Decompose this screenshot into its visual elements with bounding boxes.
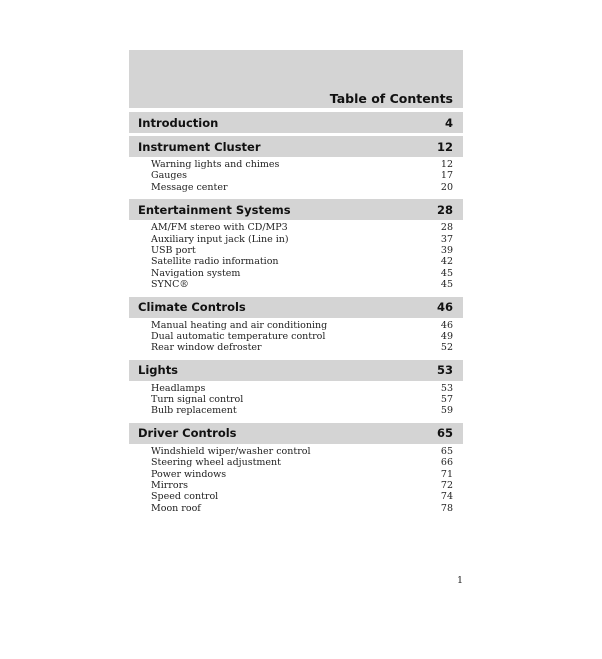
section-items xyxy=(129,318,463,356)
toc-item[interactable] xyxy=(151,383,453,394)
section-title: Entertainment Systems xyxy=(138,202,291,217)
toc-item[interactable] xyxy=(151,457,453,468)
toc-item-label: Message center xyxy=(151,181,228,193)
section-page: 65 xyxy=(436,426,453,441)
toc-item-page: 20 xyxy=(440,181,453,193)
toc-item[interactable] xyxy=(151,234,453,245)
toc-item-page: 74 xyxy=(440,491,453,503)
toc-item[interactable] xyxy=(151,279,453,290)
toc-item[interactable] xyxy=(151,331,453,342)
section-items xyxy=(129,220,463,292)
toc-item[interactable] xyxy=(151,394,453,405)
toc-item-page: 78 xyxy=(440,502,453,514)
toc-item[interactable] xyxy=(151,320,453,331)
toc-item-label: Speed control xyxy=(151,491,219,503)
toc-item-page: 45 xyxy=(440,267,453,279)
toc-item-label: Turn signal control xyxy=(151,394,244,406)
toc-item-page: 49 xyxy=(440,330,453,342)
page-number: 1 xyxy=(456,575,463,586)
toc-item-label: Windshield wiper/washer control xyxy=(151,445,311,457)
toc-item-label: Mirrors xyxy=(151,480,188,492)
section-items xyxy=(129,381,463,419)
toc-item[interactable] xyxy=(151,405,453,416)
toc-item-label: USB port xyxy=(151,244,196,256)
toc-item-page: 37 xyxy=(440,233,453,245)
toc-item[interactable] xyxy=(151,222,453,233)
toc-item-label: SYNC® xyxy=(151,279,189,291)
toc-item-label: Dual automatic temperature control xyxy=(151,330,326,342)
toc-item-label: Gauges xyxy=(151,170,187,182)
section-page: 28 xyxy=(436,202,453,217)
table-of-contents xyxy=(129,112,463,516)
toc-item[interactable] xyxy=(151,480,453,491)
toc-item-label: Navigation system xyxy=(151,267,241,279)
toc-item[interactable] xyxy=(151,268,453,279)
toc-item-label: Rear window defroster xyxy=(151,342,262,354)
section-header[interactable] xyxy=(129,136,463,157)
toc-item-label: Power windows xyxy=(151,468,227,480)
toc-item[interactable] xyxy=(151,469,453,480)
section-header[interactable] xyxy=(129,423,463,444)
toc-item-label: Auxiliary input jack (Line in) xyxy=(151,233,289,245)
toc-item-page: 72 xyxy=(440,480,453,492)
section-header[interactable] xyxy=(129,199,463,220)
section-header[interactable] xyxy=(129,360,463,381)
toc-item-page: 42 xyxy=(440,256,453,268)
toc-item-page: 65 xyxy=(440,445,453,457)
toc-item-label: Moon roof xyxy=(151,502,201,514)
toc-item-page: 46 xyxy=(440,319,453,331)
toc-item-page: 45 xyxy=(440,279,453,291)
section-items xyxy=(129,157,463,195)
section-title: Climate Controls xyxy=(138,300,246,315)
toc-item-label: Steering wheel adjustment xyxy=(151,457,281,469)
toc-item[interactable] xyxy=(151,245,453,256)
toc-item-label: Satellite radio information xyxy=(151,256,279,268)
toc-item-label: Warning lights and chimes xyxy=(151,159,280,170)
toc-item-page: 12 xyxy=(440,159,453,170)
toc-item[interactable] xyxy=(151,491,453,502)
toc-item-page: 59 xyxy=(440,405,453,417)
toc-item-page: 28 xyxy=(440,222,453,234)
toc-item-page: 52 xyxy=(440,342,453,354)
section-header[interactable] xyxy=(129,112,463,133)
toc-item[interactable] xyxy=(151,256,453,267)
toc-item-label: Headlamps xyxy=(151,382,206,394)
toc-item-page: 53 xyxy=(440,382,453,394)
toc-item-label: AM/FM stereo with CD/MP3 xyxy=(151,222,288,234)
section-title: Introduction xyxy=(138,115,219,130)
section-title: Lights xyxy=(138,363,179,378)
section-page: 4 xyxy=(444,115,453,130)
toc-item[interactable] xyxy=(151,342,453,353)
toc-item[interactable] xyxy=(151,182,453,193)
toc-item-page: 71 xyxy=(440,468,453,480)
section-title: Instrument Cluster xyxy=(138,139,261,154)
toc-item[interactable] xyxy=(151,446,453,457)
section-page: 53 xyxy=(436,363,453,378)
toc-item-page: 57 xyxy=(440,394,453,406)
toc-item[interactable] xyxy=(151,159,453,170)
page-title: Table of Contents xyxy=(329,91,453,106)
section-title: Driver Controls xyxy=(138,426,237,441)
toc-item-page: 17 xyxy=(440,170,453,182)
toc-item-label: Bulb replacement xyxy=(151,405,237,417)
section-items xyxy=(129,444,463,516)
section-page: 46 xyxy=(436,300,453,315)
toc-item[interactable] xyxy=(151,170,453,181)
toc-item[interactable] xyxy=(151,503,453,514)
toc-item-label: Manual heating and air conditioning xyxy=(151,319,328,331)
toc-item-page: 66 xyxy=(440,457,453,469)
title-banner xyxy=(129,50,463,108)
section-page: 12 xyxy=(436,139,453,154)
section-header[interactable] xyxy=(129,297,463,318)
toc-item-page: 39 xyxy=(440,244,453,256)
